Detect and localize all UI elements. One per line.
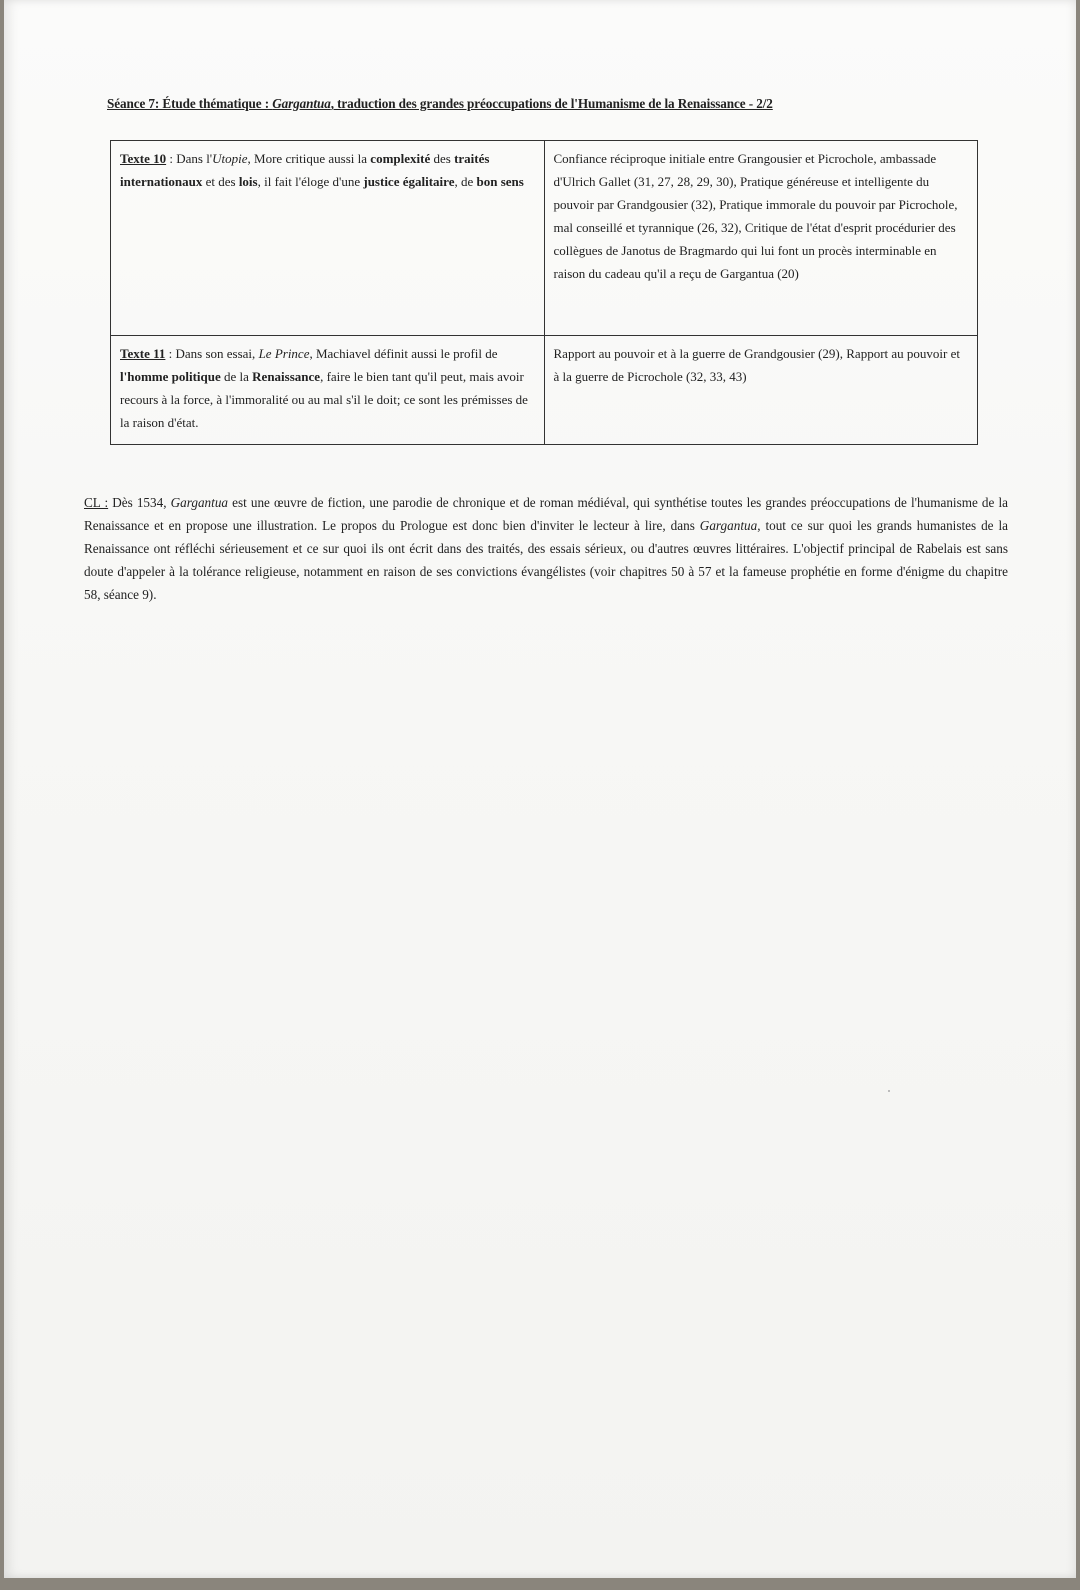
conclusion-paragraph	[84, 491, 1008, 606]
cell-text: de la	[220, 369, 253, 384]
cell-text: , Machiavel définit aussi le profil de	[309, 346, 498, 361]
conclusion-text: est une œuvre de fiction, une parodie de chronique et de roman médiéval, qui synthétise toutes les grandes préoccupations de l'humanisme de la Renaissance et en propose une illustration. Le propos du Prologue est donc bien d'inviter le lecteur à lire, dans	[84, 495, 1008, 534]
title-work: Gargantua	[272, 96, 331, 111]
cell-text: et des	[202, 174, 239, 189]
keyword: traités internationaux	[120, 151, 490, 189]
work-title: Gargantua	[699, 518, 758, 534]
keyword: lois	[238, 174, 258, 189]
table-cell-text-11	[111, 336, 545, 445]
table-row	[111, 336, 978, 445]
document-page	[4, 0, 1076, 1578]
cell-text: : Dans son essai,	[165, 346, 259, 361]
conclusion-text: , tout ce sur quoi les grands humanistes de la Renaissance ont réfléchi sérieusement et ce sur quoi ils ont écrit dans des traités, des essais sérieux, ou d'autres œuvres littéraires. L'objectif principal de Rabelais est sans doute d'appeler à la tolérance religieuse, notamment en raison de ses convictions évangélistes (voir chapitres 50 à 57 et la fameuse prophétie en forme d'énigme du chapitre 58, séance 9).	[84, 518, 1008, 603]
conclusion-text: Dès 1534,	[108, 495, 171, 511]
table-cell-gargantua-refs: Confiance réciproque initiale entre Grangousier et Picrochole, ambassade d'Ulrich Gallet (31, 27, 28, 29, 30), Pratique généreuse et intelligente du pouvoir par Grandgousier (32), Pratique immorale du pouvoir par Picrochole, mal conseillé et tyrannique (26, 32), Critique de l'état d'esprit procédurier des collègues de Janotus de Bragmardo qui lui font un procès interminable en raison du cadeau qu'il a reçu de Gargantua (20)	[544, 141, 978, 336]
keyword: l'homme politique	[120, 369, 221, 384]
cell-text: , faire le bien tant qu'il peut, mais avoir recours à la force, à l'immoralité ou au mal s'il le doit; ce sont les prémisses de la raison d'état.	[120, 369, 528, 430]
paper-speck	[888, 1090, 890, 1092]
cell-text: , de	[454, 174, 477, 189]
keyword: bon sens	[476, 174, 524, 189]
cell-text: , il fait l'éloge d'une	[257, 174, 364, 189]
cell-text: des	[430, 151, 455, 166]
conclusion-label: CL :	[84, 495, 109, 511]
work-title: Le Prince	[258, 346, 310, 361]
table-cell-text-10	[111, 141, 545, 336]
table-row	[111, 141, 978, 336]
keyword: complexité	[370, 151, 431, 166]
title-prefix: Séance 7: Étude thématique :	[107, 96, 273, 111]
table-cell-gargantua-refs: Rapport au pouvoir et à la guerre de Grandgousier (29), Rapport au pouvoir et à la guerre de Picrochole (32, 33, 43)	[544, 336, 978, 445]
work-title: Utopie	[212, 151, 248, 166]
text-label: Texte 10	[120, 151, 167, 166]
work-title: Gargantua	[170, 495, 229, 511]
themes-table	[110, 140, 978, 445]
cell-text: : Dans l'	[166, 151, 213, 166]
page-title	[107, 96, 987, 112]
text-label: Texte 11	[120, 346, 166, 361]
title-suffix: , traduction des grandes préoccupations de l'Humanisme de la Renaissance - 2/2	[330, 96, 773, 111]
keyword: justice égalitaire	[363, 174, 455, 189]
keyword: Renaissance	[252, 369, 321, 384]
cell-text: , More critique aussi la	[247, 151, 371, 166]
